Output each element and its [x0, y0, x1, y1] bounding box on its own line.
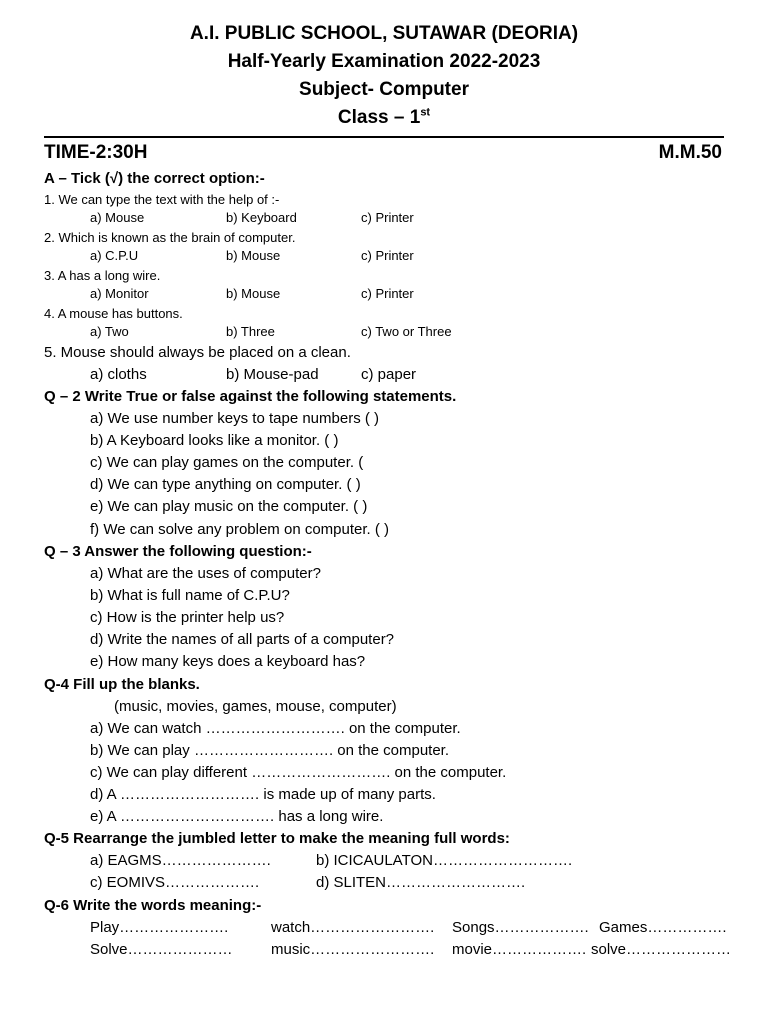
q4-option-a: a) Two — [90, 324, 129, 339]
q4-item-e: e) A …………………………. has a long wire. — [90, 808, 384, 825]
q2-heading: Q – 2 Write True or false against the following statements. — [44, 388, 457, 405]
q2-item-b: b) A Keyboard looks like a monitor. ( ) — [90, 432, 339, 449]
q3-item-c: c) How is the printer help us? — [90, 609, 285, 626]
q5-item-d: d) SLITEN………………………. — [316, 874, 526, 891]
question-1: 1. We can type the text with the help of :- — [44, 192, 280, 207]
class-label: Class – 1 — [337, 107, 421, 128]
q4-option-c: c) Two or Three — [361, 324, 452, 339]
subject-title: Subject- Computer — [299, 79, 469, 100]
q2-option-c: c) Printer — [361, 248, 414, 263]
question-2: 2. Which is known as the brain of computer. — [44, 230, 296, 245]
q3-item-e: e) How many keys does a keyboard has? — [90, 653, 366, 670]
q5-option-a: a) cloths — [90, 366, 147, 383]
q5-item-a: a) EAGMS…………………. — [90, 852, 271, 869]
q6-word-games: Games……………. — [599, 919, 727, 936]
q3-item-a: a) What are the uses of computer? — [90, 565, 321, 582]
class-title — [0, 104, 768, 132]
q5-item-c: c) EOMIVS………………. — [90, 874, 260, 891]
q6-word-songs: Songs………………. — [452, 919, 589, 936]
q5-option-c: c) paper — [361, 366, 417, 383]
q6-heading: Q-6 Write the words meaning:- — [44, 897, 262, 914]
q1-option-c: c) Printer — [361, 210, 414, 225]
q1-option-a: a) Mouse — [90, 210, 145, 225]
q4-item-d: d) A ………………………. is made up of many parts. — [90, 786, 436, 803]
q3-item-d: d) Write the names of all parts of a computer? — [90, 631, 395, 648]
q2-item-d: d) We can type anything on computer. ( ) — [90, 476, 361, 493]
school-name: A.I. PUBLIC SCHOOL, SUTAWAR (DEORIA) — [189, 23, 579, 44]
q5-option-b: b) Mouse-pad — [226, 366, 319, 383]
section-a-heading: A – Tick (√) the correct option:- — [44, 170, 265, 187]
q6-word-movie: movie………………. — [452, 941, 587, 958]
q3-heading: Q – 3 Answer the following question:- — [44, 543, 312, 560]
q3-option-c: c) Printer — [361, 286, 414, 301]
q4-item-a: a) We can watch ………………………. on the computer. — [90, 720, 461, 737]
class-superscript: st — [420, 106, 431, 119]
q2-option-b: b) Mouse — [226, 248, 281, 263]
q2-item-f: f) We can solve any problem on computer. ( ) — [90, 521, 390, 538]
question-5: 5. Mouse should always be placed on a clean. — [44, 344, 351, 361]
question-3: 3. A has a long wire. — [44, 268, 161, 283]
q2-item-c: c) We can play games on the computer. ( — [90, 454, 364, 471]
q6-word-music: music……………………. — [271, 941, 435, 958]
header-divider — [44, 136, 724, 138]
q2-item-e: e) We can play music on the computer. ( ) — [90, 498, 368, 515]
q6-word-play: Play…………………. — [90, 919, 229, 936]
time-label: TIME-2:30H — [44, 142, 148, 163]
q4-word-bank: (music, movies, games, mouse, computer) — [114, 698, 397, 715]
q5-heading: Q-5 Rearrange the jumbled letter to make the meaning full words: — [44, 830, 510, 847]
q4-option-b: b) Three — [226, 324, 275, 339]
question-4: 4. A mouse has buttons. — [44, 306, 183, 321]
q1-option-b: b) Keyboard — [226, 210, 297, 225]
q5-item-b: b) ICICAULATON………………………. — [316, 852, 573, 869]
q4-heading: Q-4 Fill up the blanks. — [44, 676, 200, 693]
q6-word-solve-2: solve………………… — [591, 941, 732, 958]
exam-title: Half-Yearly Examination 2022-2023 — [227, 51, 541, 72]
q4-item-b: b) We can play ………………………. on the computer. — [90, 742, 450, 759]
max-marks-label: M.M.50 — [658, 142, 722, 163]
q3-item-b: b) What is full name of C.P.U? — [90, 587, 290, 604]
q4-item-c: c) We can play different ………………………. on the computer. — [90, 764, 507, 781]
q2-item-a: a) We use number keys to tape numbers ( ) — [90, 410, 380, 427]
q6-word-solve: Solve………………… — [90, 941, 233, 958]
q2-option-a: a) C.P.U — [90, 248, 139, 263]
q6-word-watch: watch……………………. — [271, 919, 435, 936]
q3-option-b: b) Mouse — [226, 286, 281, 301]
q3-option-a: a) Monitor — [90, 286, 149, 301]
